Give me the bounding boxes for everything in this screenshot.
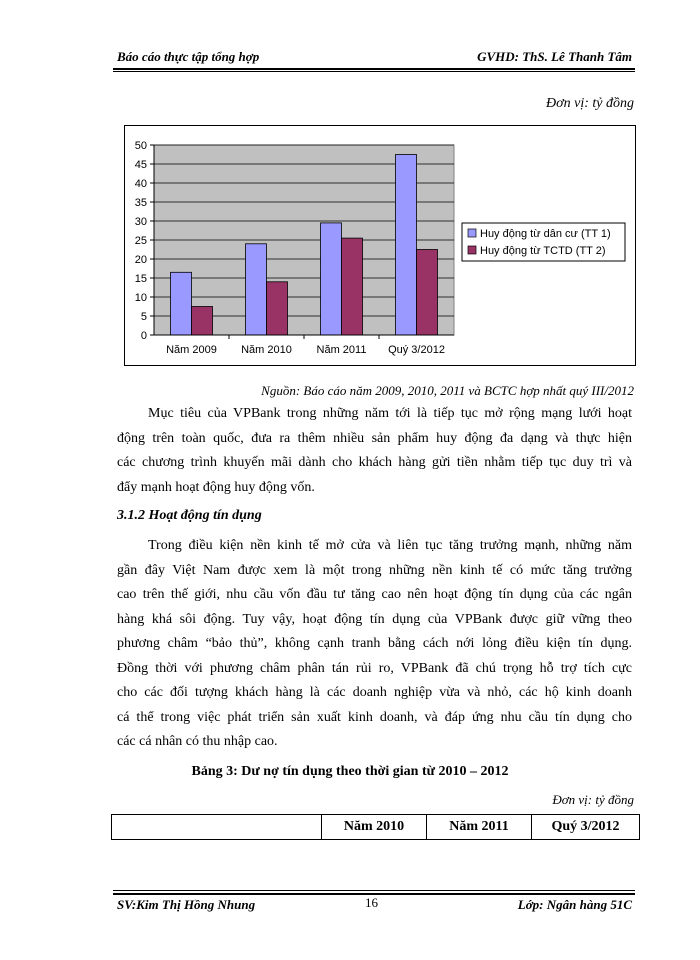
header-right: GVHD: ThS. Lê Thanh Tâm	[477, 49, 632, 64]
bar-series-1	[171, 272, 192, 335]
y-tick-label: 40	[134, 178, 147, 190]
unit-label-table: Đơn vị: tỷ đồng	[552, 792, 634, 807]
bar-series-2	[192, 307, 213, 336]
paragraph-credit	[117, 534, 632, 755]
header-rule-thin	[113, 71, 635, 72]
legend-label-series-2: Huy động từ TCTD (TT 2)	[480, 245, 606, 257]
paragraph-line: gần đây Việt Nam được xem là một trong những nền kinh tế có mức tăng trưởng	[117, 562, 632, 578]
bar-chart	[124, 125, 636, 366]
y-tick-label: 0	[140, 330, 147, 342]
page-footer	[117, 897, 632, 915]
bar-series-2	[417, 250, 438, 336]
paragraph-line: phương châm “bảo thủ”, không cạnh tranh bằng cách nới lỏng điều kiện tín dụng.	[117, 636, 632, 651]
footer-student: SV:Kim Thị Hồng Nhung	[117, 897, 256, 912]
x-tick-label: Năm 2011	[316, 344, 367, 356]
unit-label-chart: Đơn vị: tỷ đồng	[546, 96, 634, 111]
table-header-cell	[112, 815, 322, 840]
y-tick-label: 50	[134, 140, 147, 152]
y-tick-label: 5	[140, 311, 147, 323]
legend-swatch-series-1	[468, 229, 476, 237]
bar-series-1	[396, 155, 417, 336]
chart-source: Nguồn: Báo cáo năm 2009, 2010, 2011 và BCTC hợp nhất quý III/2012	[261, 383, 634, 398]
footer-class: Lớp: Ngân hàng 51C	[517, 897, 632, 912]
table-header-cell: Quý 3/2012	[532, 815, 640, 840]
footer-rule-thin	[113, 890, 635, 891]
paragraph-line: Mục tiêu của VPBank trong những năm tới là tiếp tục mở rộng mạng lưới hoạt	[148, 406, 632, 421]
x-tick-label: Quý 3/2012	[388, 344, 445, 356]
section-heading: 3.1.2 Hoạt động tín dụng	[117, 508, 262, 523]
paragraph-objectives	[117, 402, 632, 500]
table-header-row	[112, 815, 640, 840]
x-tick-label: Năm 2010	[241, 344, 292, 356]
page-number: 16	[365, 895, 378, 910]
paragraph-line: hàng khá sôi động. Tuy vậy, hoạt động tín dụng của VPBank được giữ vững theo	[117, 611, 632, 627]
x-tick-label: Năm 2009	[166, 344, 217, 356]
y-tick-label: 45	[134, 159, 147, 171]
paragraph-line: cá thể trong việc phát triển sản xuất kinh doanh, và đáp ứng nhu cầu tín dụng cho	[117, 709, 632, 725]
legend-swatch-series-2	[468, 246, 476, 254]
paragraph-line: đẩy mạnh hoạt động huy động vốn.	[117, 479, 315, 495]
paragraph-line: các cá nhân có thu nhập cao.	[117, 734, 278, 749]
y-tick-label: 10	[134, 292, 147, 304]
header-left: Báo cáo thực tập tổng hợp	[117, 49, 260, 64]
paragraph-line: động trên toàn quốc, đưa ra thêm nhiều sản phẩm huy động đa dạng và thực hiện	[117, 430, 632, 446]
bar-series-1	[321, 223, 342, 335]
legend-label-series-1: Huy động từ dân cư (TT 1)	[480, 228, 611, 240]
paragraph-line: Trong điều kiện nền kinh tế mở cửa và liên tục tăng trưởng mạnh, những năm	[148, 538, 632, 553]
bar-series-2	[267, 282, 288, 335]
y-tick-label: 20	[134, 254, 147, 266]
bar-series-1	[246, 244, 267, 335]
paragraph-line: Đồng thời với phương châm phân tán rủi ro, VPBank đã chú trọng hỗ trợ tích cực	[117, 660, 632, 676]
header-rule	[113, 68, 635, 70]
y-tick-label: 25	[134, 235, 147, 247]
page-header	[117, 49, 632, 67]
paragraph-line: cao trên thế giới, nhu cầu vốn đầu tư tăng cao nên hoạt động tín dụng của các ngân	[117, 587, 632, 602]
bar-series-2	[342, 238, 363, 335]
table-header-cell: Năm 2010	[322, 815, 427, 840]
table-caption: Bảng 3: Dư nợ tín dụng theo thời gian từ 2010 – 2012	[191, 764, 509, 779]
y-tick-label: 30	[134, 216, 147, 228]
legend	[462, 223, 625, 261]
credit-table	[111, 814, 640, 840]
table-header-cell: Năm 2011	[427, 815, 532, 840]
y-tick-label: 35	[134, 197, 147, 209]
y-tick-label: 15	[134, 273, 147, 285]
paragraph-line: cho các đối tượng khách hàng là các doanh nghiệp vừa và nhỏ, các hộ kinh doanh	[117, 685, 632, 700]
paragraph-line: các chương trình khuyến mãi dành cho khách hàng gửi tiền nhằm tiếp tục duy trì và	[117, 455, 632, 470]
